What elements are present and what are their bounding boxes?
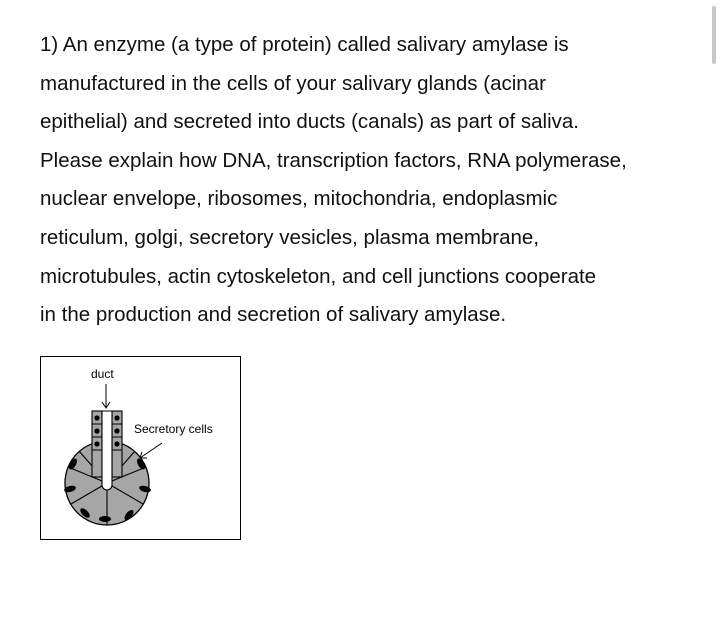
question-line: 1) An enzyme (a type of protein) called salivary amylase is — [40, 33, 569, 56]
question-line: in the production and secretion of salivary amylase. — [40, 303, 507, 327]
question-line: microtubules, actin cytoskeleton, and cell junctions cooperate — [40, 264, 597, 288]
question-text — [40, 26, 700, 335]
question-line: manufactured in the cells of your salivary glands (acinar — [40, 71, 546, 95]
duct-wall-left — [92, 411, 102, 477]
secretory-cells-label: Secretory cells — [134, 422, 213, 436]
duct-wall-right — [112, 411, 122, 477]
duct-arrow — [102, 384, 110, 408]
scrollbar-thumb[interactable] — [712, 6, 716, 64]
duct-lumen — [102, 411, 112, 490]
acinus-diagram — [40, 356, 241, 540]
question-line: epithelial) and secreted into ducts (canals) as part of saliva. — [40, 110, 579, 134]
secretory-cells-arrow — [140, 443, 162, 458]
scrollbar[interactable] — [706, 0, 720, 644]
question-line: Please explain how DNA, transcription factors, RNA polymerase, — [40, 148, 627, 172]
question-line: reticulum, golgi, secretory vesicles, plasma membrane, — [40, 225, 540, 249]
duct-label: duct — [91, 367, 114, 381]
acinus-diagram-svg — [41, 357, 240, 539]
question-line: nuclear envelope, ribosomes, mitochondria, endoplasmic — [40, 187, 558, 211]
